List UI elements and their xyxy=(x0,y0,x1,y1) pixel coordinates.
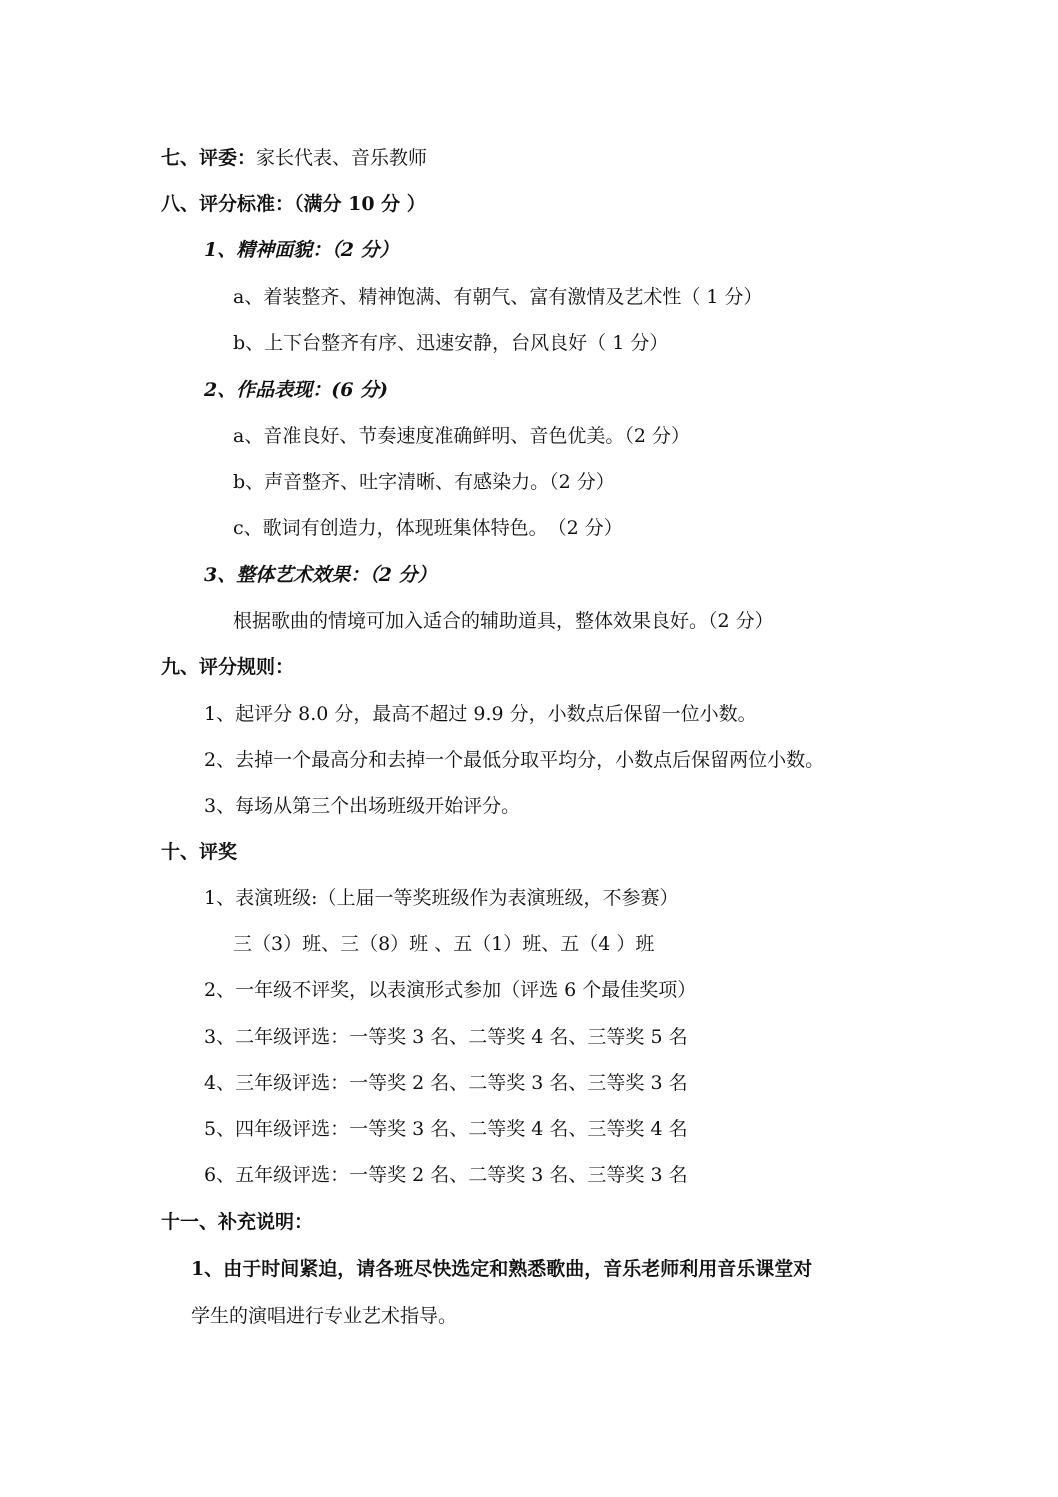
award-item-4: 4、三年级评选：一等奖 2 名、二等奖 3 名、三等奖 3 名 xyxy=(204,1072,688,1094)
award-item-3: 3、二年级评选：一等奖 3 名、二等奖 4 名、三等奖 5 名 xyxy=(204,1026,688,1048)
performance-classes: 三（3）班、三（8）班 、五（1）班、五（4 ）班 xyxy=(233,933,655,955)
rule-3: 3、每场从第三个出场班级开始评分。 xyxy=(204,795,521,817)
section-11-heading: 十一、补充说明： xyxy=(161,1211,314,1233)
criteria-3-title: 3、整体艺术效果：（2 分） xyxy=(204,564,437,586)
note-1-line-2: 学生的演唱进行专业艺术指导。 xyxy=(191,1305,458,1327)
criteria-1-a: a、着装整齐、精神饱满、有朝气、富有激情及艺术性（ 1 分） xyxy=(233,286,763,308)
award-item-2: 2、一年级不评奖，以表演形式参加（评选 6 个最佳奖项） xyxy=(204,979,697,1001)
note-1-line-1: 1、由于时间紧迫，请各班尽快选定和熟悉歌曲，音乐老师利用音乐课堂对 xyxy=(191,1258,813,1280)
section-7-line xyxy=(161,145,427,171)
criteria-2-c: c、歌词有创造力，体现班集体特色。 （2 分） xyxy=(233,517,623,539)
section-7-heading: 七、评委： xyxy=(161,147,257,169)
rule-2: 2、去掉一个最高分和去掉一个最低分取平均分，小数点后保留两位小数。 xyxy=(204,749,825,771)
criteria-2-title: 2、作品表现：(6 分) xyxy=(204,379,389,401)
criteria-2-a: a、音准良好、节奏速度准确鲜明、音色优美。（2 分） xyxy=(233,425,690,447)
criteria-3-text: 根据歌曲的情境可加入适合的辅助道具，整体效果良好。（2 分） xyxy=(233,610,774,632)
rule-1: 1、起评分 8.0 分，最高不超过 9.9 分，小数点后保留一位小数。 xyxy=(204,703,757,725)
criteria-2-b: b、声音整齐、吐字清晰、有感染力。（2 分） xyxy=(233,471,615,493)
criteria-1-title: 1、精神面貌：（2 分） xyxy=(204,239,399,261)
criteria-1-b: b、上下台整齐有序、迅速安静，台风良好（ 1 分） xyxy=(233,332,669,354)
section-10-heading: 十、评奖 xyxy=(161,841,238,863)
award-item-1: 1、表演班级:（上届一等奖班级作为表演班级，不参赛） xyxy=(204,887,679,909)
award-item-6: 6、五年级评选：一等奖 2 名、二等奖 3 名、三等奖 3 名 xyxy=(204,1164,688,1186)
section-8-heading: 八、评分标准：（满分 10 分 ） xyxy=(161,193,426,215)
section-9-heading: 九、评分规则： xyxy=(161,656,295,678)
award-item-5: 5、四年级评选：一等奖 3 名、二等奖 4 名、三等奖 4 名 xyxy=(204,1118,688,1140)
section-7-text: 家长代表、音乐教师 xyxy=(256,147,428,169)
